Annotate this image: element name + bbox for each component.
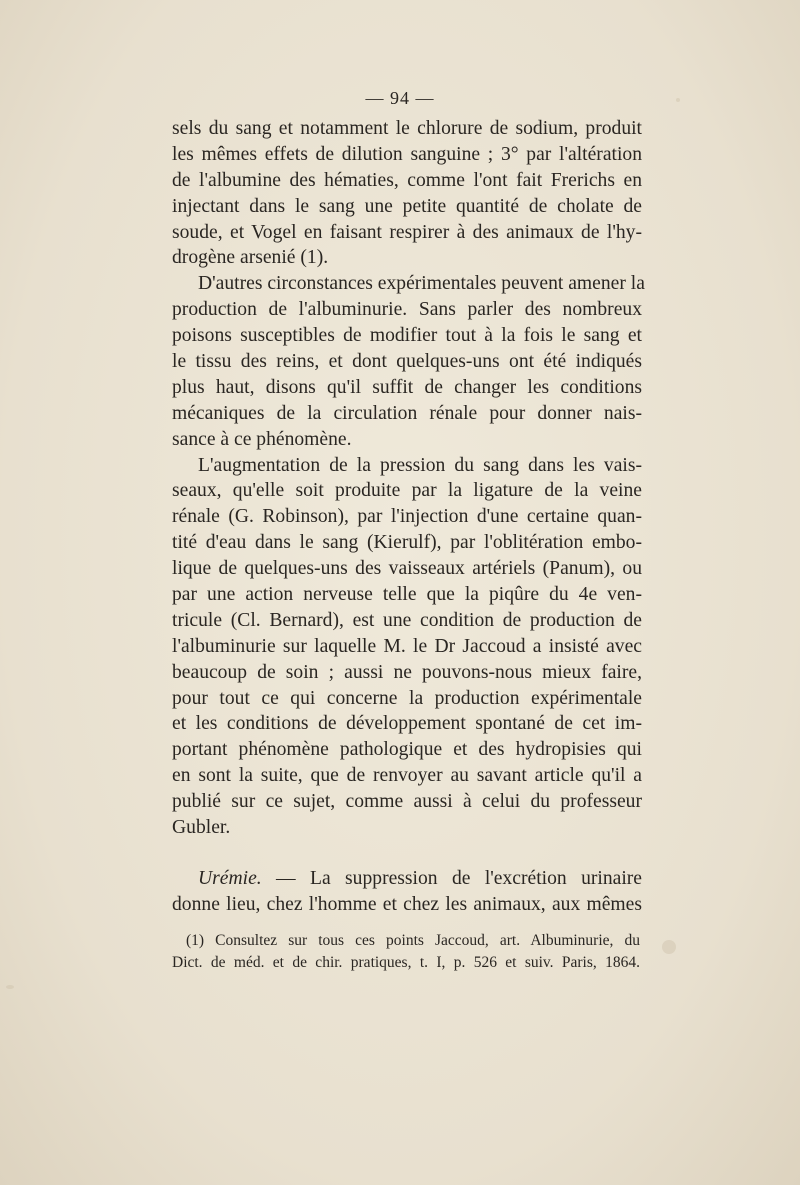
text-line: en sont la suite, que de renvoyer au savant article qu'il a [172, 765, 642, 787]
footnote-line: (1) Consultez sur tous ces points Jaccoud, art. Albuminurie, du [186, 932, 640, 949]
text-line: l'albuminurie sur laquelle M. le Dr Jaccoud a insisté avec [172, 635, 642, 657]
text-line: le tissu des reins, et dont quelques-uns ont été indiqués [172, 351, 642, 373]
text-line: drogène arsenié (1). [172, 247, 329, 269]
footnote [172, 930, 640, 974]
text-line: seaux, qu'elle soit produite par la ligature de la veine [172, 480, 642, 502]
text-line: pour tout ce qui concerne la production expérimentale [172, 687, 642, 709]
text-line: production de l'albuminurie. Sans parler des nombreux [172, 299, 642, 321]
text-line: L'augmentation de la pression du sang dans les vais- [198, 454, 642, 476]
uremie-heading: Urémie. [198, 867, 262, 889]
text-line: injectant dans le sang une petite quantité de cholate de [172, 195, 642, 217]
uremie-first-line [172, 866, 642, 892]
text-line: soude, et Vogel en faisant respirer à des animaux de l'hy- [172, 221, 642, 243]
section-gap [172, 841, 642, 866]
text-line: et les conditions de développement spontané de cet im- [172, 713, 642, 735]
paper-stain [6, 985, 14, 989]
text-line: publié sur ce sujet, comme aussi à celui du professeur [172, 791, 642, 813]
text-line-fragment: — La suppression de l'excrétion urinaire [261, 867, 642, 889]
text-line: tité d'eau dans le sang (Kierulf), par l'oblitération embo- [172, 532, 642, 554]
text-line: poisons susceptibles de modifier tout à la fois le sang et [172, 325, 642, 347]
text-line: rénale (G. Robinson), par l'injection d'une certaine quan- [172, 506, 642, 528]
text-line: portant phénomène pathologique et des hydropisies qui [172, 739, 642, 761]
paper-stain [662, 940, 676, 954]
text-line: beaucoup de soin ; aussi ne pouvons-nous mieux faire, [172, 661, 642, 683]
text-line: donne lieu, chez l'homme et chez les animaux, aux mêmes [172, 893, 642, 915]
text-line: de l'albumine des hématies, comme l'ont fait Frerichs en [172, 169, 642, 191]
text-line: lique de quelques-uns des vaisseaux artériels (Panum), ou [172, 558, 642, 580]
page-number: — 94 — [365, 88, 435, 108]
text-line: plus haut, disons qu'il suffit de changer les conditions [172, 376, 642, 398]
text-line: mécaniques de la circulation rénale pour donner nais- [172, 402, 642, 424]
text-line: tricule (Cl. Bernard), est une condition de production de [172, 609, 642, 631]
text-line: les mêmes effets de dilution sanguine ; 3° par l'altération [172, 143, 642, 165]
footnote-line: Dict. de méd. et de chir. pratiques, t. I, p. 526 et suiv. Paris, 1864. [172, 954, 640, 971]
text-line: D'autres circonstances expérimentales peuvent amener la [198, 273, 645, 295]
body-text [172, 116, 645, 918]
text-line: par une action nerveuse telle que la piqûre du 4e ven- [172, 584, 642, 606]
text-line: Gubler. [172, 817, 231, 839]
text-line: sels du sang et notamment le chlorure de sodium, produit [172, 118, 642, 139]
text-line: sance à ce phénomène. [172, 428, 352, 450]
